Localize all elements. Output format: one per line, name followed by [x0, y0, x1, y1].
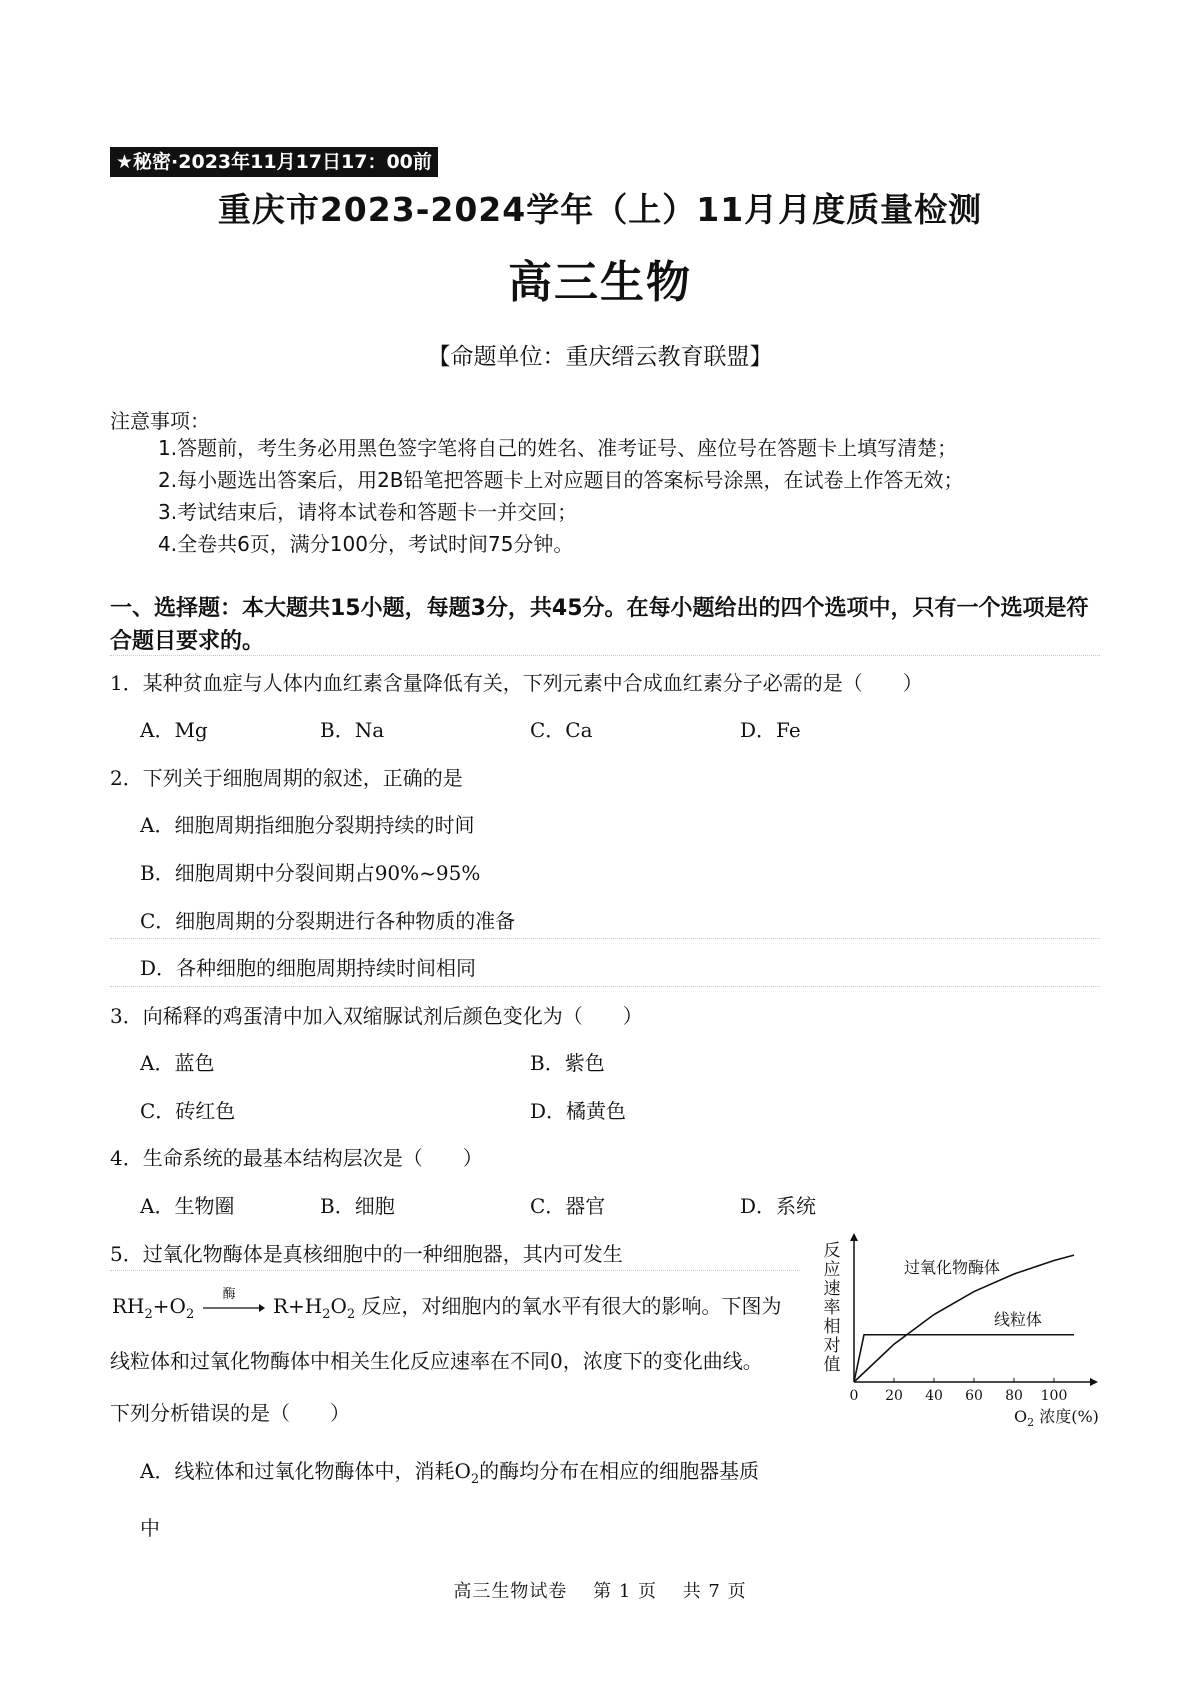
question-3-option-a: A．蓝色 — [140, 1051, 215, 1075]
notes-heading: 注意事项： — [110, 409, 210, 433]
question-1-option-d: D．Fe — [740, 718, 801, 742]
confidential-banner: ★秘密·2023年11月17日17：00前 — [110, 147, 438, 177]
y-axis-label-char: 率 — [823, 1298, 841, 1318]
question-5-stem-line2: 反应，对细胞内的氧水平有很大的影响。下图为 — [361, 1294, 782, 1318]
notes-list — [158, 432, 964, 560]
question-4-option-d: D．系统 — [740, 1194, 817, 1218]
question-3-option-d: D．橘黄色 — [530, 1099, 627, 1123]
mitochondria-line — [854, 1335, 1074, 1382]
o2-rate-chart — [808, 1232, 1100, 1432]
equation-product: $R+H_2O_2$ — [272, 1294, 356, 1322]
x-axis-arrow — [1090, 1378, 1098, 1386]
divider — [110, 938, 1100, 939]
divider — [110, 1270, 800, 1271]
y-axis-label-char: 相 — [823, 1317, 841, 1337]
y-axis-label-char: 应 — [823, 1260, 841, 1280]
note-item: 3.考试结束后，请将本试卷和答题卡一并交回； — [158, 500, 578, 524]
question-4-option-b: B．细胞 — [320, 1194, 395, 1218]
page-footer: 高三生物试卷 第 1 页 共 7 页 — [453, 1581, 747, 1602]
question-1-stem: 1．某种贫血症与人体内血红素含量降低有关，下列元素中合成血红素分子必需的是（ ） — [110, 671, 923, 695]
question-2-option-c: C．细胞周期的分裂期进行各种物质的准备 — [140, 909, 516, 933]
question-4-option-a: A．生物圈 — [140, 1194, 235, 1218]
question-1-option-b: B．Na — [320, 718, 385, 742]
question-5-option-a-line2: 中 — [140, 1516, 160, 1540]
divider — [110, 986, 1100, 987]
note-item: 2.每小题选出答案后，用2B铅笔把答题卡上对应题目的答案标号涂黑，在试卷上作答无效； — [158, 468, 964, 492]
question-2-option-d: D．各种细胞的细胞周期持续时间相同 — [140, 956, 477, 980]
note-item: 1.答题前，考生务必用黑色签字笔将自己的姓名、准考证号、座位号在答题卡上填写清楚； — [158, 436, 958, 460]
exam-title: 重庆市2023-2024学年（上）11月月度质量检测 — [217, 190, 983, 229]
question-2-option-b: B．细胞周期中分裂间期占90%~95% — [140, 861, 481, 885]
exam-subject: 高三生物 — [508, 257, 692, 308]
question-2-stem: 2．下列关于细胞周期的叙述，正确的是 — [110, 766, 463, 790]
question-5-equation — [112, 1286, 782, 1322]
y-axis-label-char: 反 — [823, 1241, 841, 1261]
enzyme-label: 酶 — [222, 1286, 236, 1302]
question-3-option-c: C．砖红色 — [140, 1099, 236, 1123]
question-5-stem-line4: 下列分析错误的是（ ） — [110, 1401, 350, 1425]
x-axis-label: $O_2$ 浓度(%) — [1014, 1407, 1099, 1429]
question-3-stem: 3．向稀释的鸡蛋清中加入双缩脲试剂后颜色变化为（ ） — [110, 1004, 643, 1028]
question-5-option-a: A．线粒体和过氧化物酶体中，消耗$O_2$的酶均分布在相应的细胞器基质 — [140, 1459, 760, 1487]
y-axis-label-char: 值 — [823, 1355, 841, 1375]
question-4-stem: 4．生命系统的最基本结构层次是（ ） — [110, 1146, 483, 1170]
section-heading: 一、选择题：本大题共15小题，每题3分，共45分。在每小题给出的四个选项中，只有一个选项是符合题目要求的。 — [110, 596, 1089, 654]
divider — [110, 655, 1100, 656]
equation-reactant: $RH_2+O_2$ — [112, 1294, 195, 1322]
reaction-arrow — [203, 1286, 265, 1318]
x-tick-label: 40 — [925, 1388, 943, 1404]
x-tick-label: 60 — [965, 1388, 983, 1404]
mitochondria-label: 线粒体 — [994, 1309, 1043, 1329]
y-axis-label — [824, 1241, 841, 1375]
question-2-option-a: A．细胞周期指细胞分裂期持续的时间 — [140, 813, 475, 837]
x-tick-label: 20 — [885, 1388, 903, 1404]
y-axis-arrow — [850, 1233, 858, 1241]
x-tick-label: 100 — [1040, 1388, 1068, 1404]
x-tick-label: 80 — [1005, 1388, 1023, 1404]
question-5-stem-line3: 线粒体和过氧化物酶体中相关生化反应速率在不同0，浓度下的变化曲线。 — [110, 1349, 763, 1373]
y-axis-label-char: 速 — [823, 1279, 841, 1299]
question-5-stem-line1: 5．过氧化物酶体是真核细胞中的一种细胞器，其内可发生 — [110, 1242, 623, 1266]
question-3-option-b: B．紫色 — [530, 1051, 605, 1075]
arrow-icon — [203, 1298, 265, 1318]
note-item: 4.全卷共6页，满分100分，考试时间75分钟。 — [158, 532, 574, 556]
question-4-option-c: C．器官 — [530, 1194, 606, 1218]
y-axis-label-char: 对 — [823, 1336, 841, 1356]
question-1-option-c: C．Ca — [530, 718, 593, 742]
x-tick-label: 0 — [849, 1388, 859, 1404]
question-1-option-a: A．Mg — [140, 718, 208, 742]
peroxisome-label: 过氧化物酶体 — [904, 1258, 1001, 1277]
exam-unit: 【命题单位：重庆缙云教育联盟】 — [427, 344, 773, 370]
